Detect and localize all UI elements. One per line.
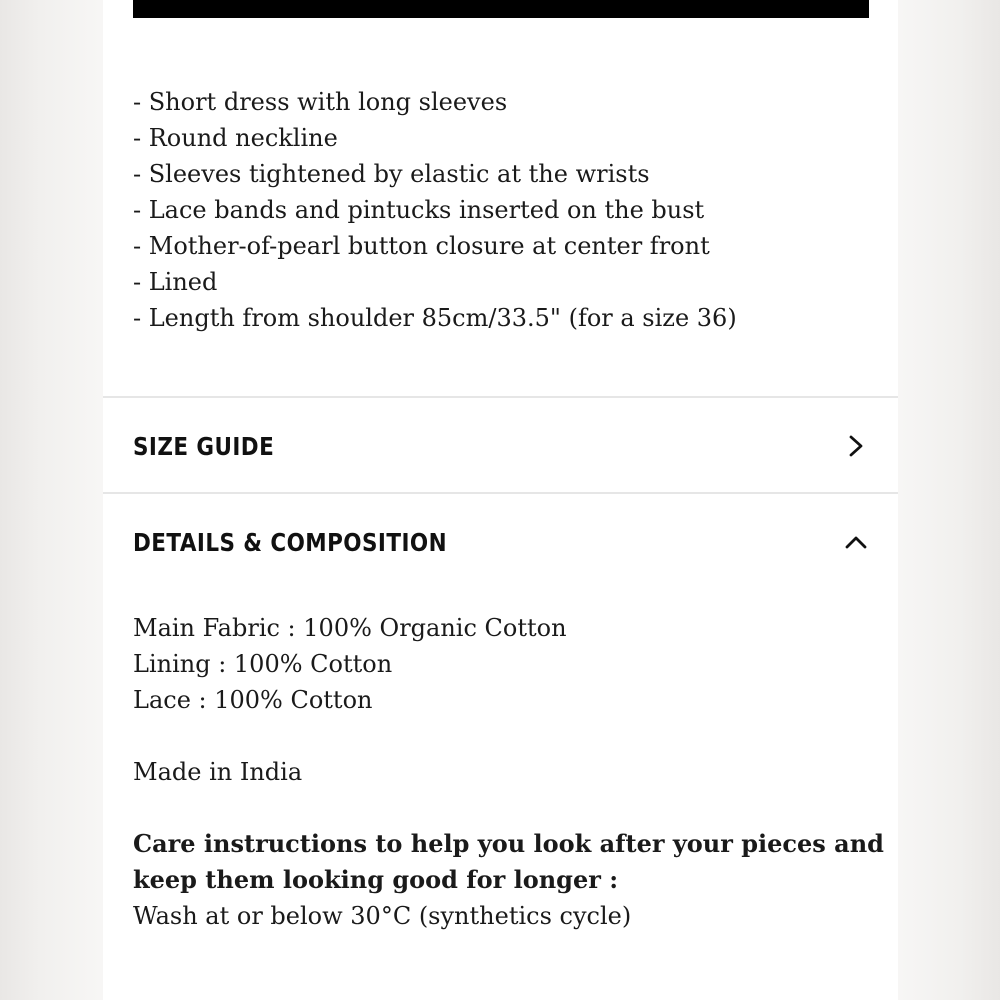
chevron-right-icon[interactable] (843, 433, 869, 459)
divider (103, 396, 898, 398)
chevron-up-icon[interactable] (843, 529, 869, 555)
divider (103, 492, 898, 494)
details-composition-accordion[interactable] (133, 512, 869, 572)
size-guide-accordion[interactable] (133, 416, 869, 476)
add-to-cart-button[interactable] (133, 0, 869, 18)
description-item: - Round neckline (133, 124, 338, 152)
description-item: - Length from shoulder 85cm/33.5" (for a size 36) (133, 304, 737, 332)
product-info-panel (103, 0, 898, 1000)
composition-line: Main Fabric : 100% Organic Cotton (133, 614, 567, 642)
details-composition-title: DETAILS & COMPOSITION (133, 527, 448, 557)
description-item: - Mother-of-pearl button closure at center front (133, 232, 710, 260)
origin-text: Made in India (133, 758, 303, 786)
details-composition-content (133, 610, 884, 934)
care-heading: Care instructions to help you look after your pieces and (133, 829, 884, 858)
composition-line: Lining : 100% Cotton (133, 650, 393, 678)
product-description-list (133, 84, 873, 336)
care-heading: keep them looking good for longer : (133, 865, 619, 894)
care-instruction: Wash at or below 30°C (synthetics cycle) (133, 902, 632, 930)
description-item: - Lace bands and pintucks inserted on the bust (133, 196, 705, 224)
description-item: - Sleeves tightened by elastic at the wrists (133, 160, 650, 188)
size-guide-title: SIZE GUIDE (133, 431, 275, 461)
description-item: - Lined (133, 268, 218, 296)
composition-line: Lace : 100% Cotton (133, 686, 373, 714)
description-item: - Short dress with long sleeves (133, 88, 508, 116)
